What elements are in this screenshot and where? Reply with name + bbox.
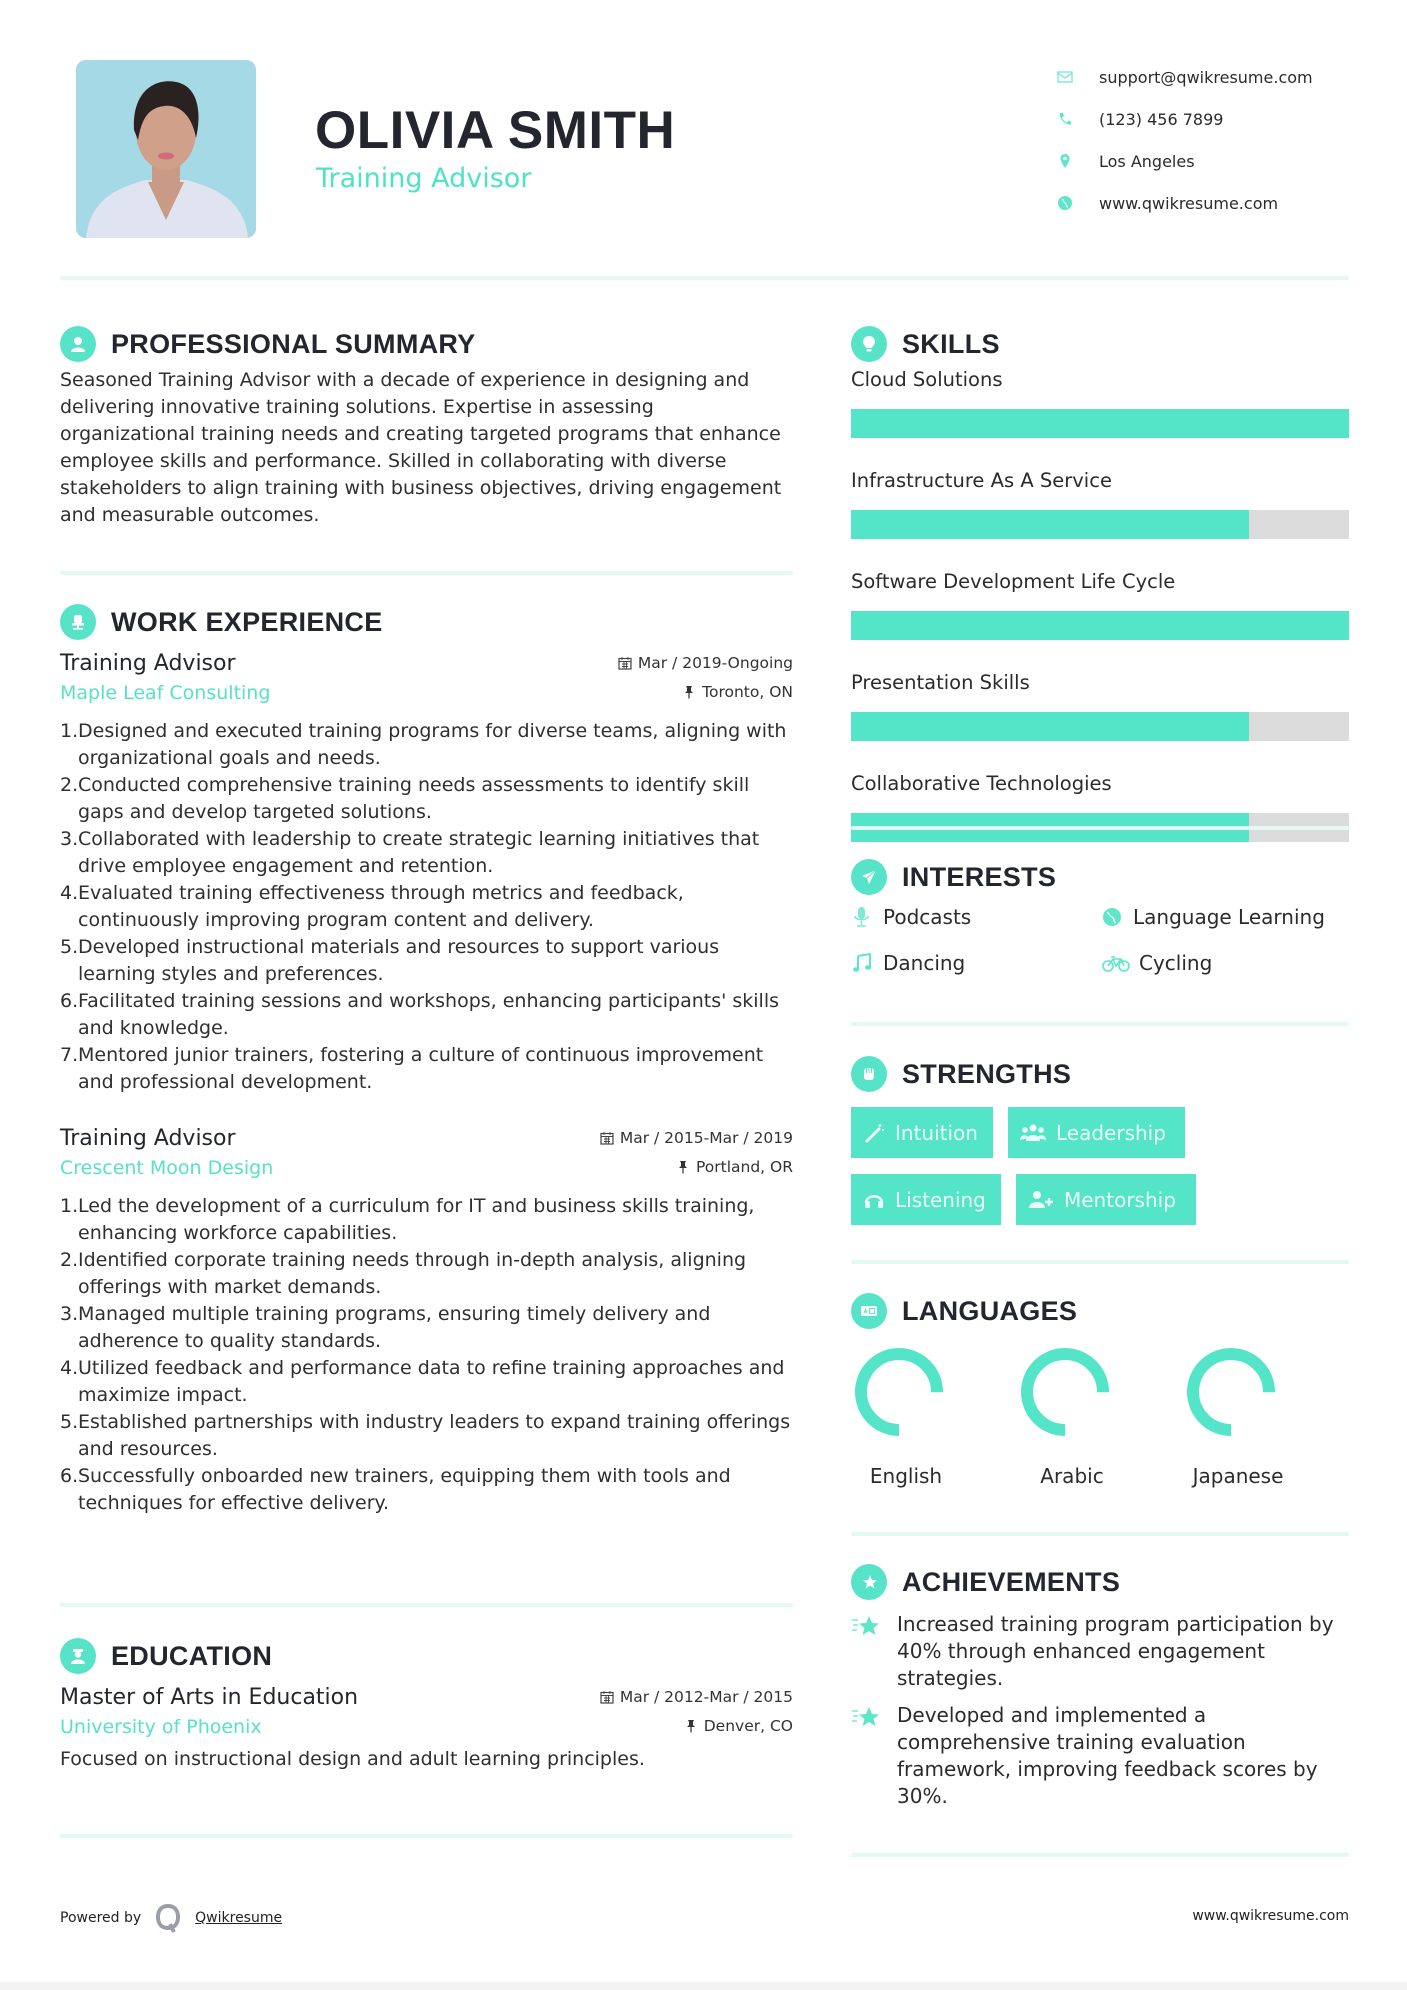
duty-item: 6. Facilitated training sessions and workshops, enhancing participants' skills and knowledge.	[60, 990, 780, 1039]
star-icon	[851, 1611, 897, 1692]
job-location-text: Toronto, ON	[702, 683, 793, 701]
education-dates-text: Mar / 2012-Mar / 2015	[619, 1688, 793, 1706]
interest-item	[1101, 902, 1351, 932]
language-progress-ring	[853, 1346, 945, 1438]
interests-section	[851, 858, 1349, 978]
language-item	[1183, 1346, 1349, 1488]
job-location-text: Portland, OR	[695, 1158, 793, 1176]
strengths-section	[851, 1055, 1349, 1225]
achievement-item	[851, 1702, 1349, 1810]
powered-by-label: Powered by	[60, 1910, 142, 1926]
interest-item	[1101, 948, 1351, 978]
envelope-icon	[1057, 69, 1087, 85]
map-pin-icon	[1057, 153, 1087, 169]
portrait-image	[76, 60, 256, 238]
skills-header	[851, 325, 1349, 363]
education-title: EDUCATION	[111, 1640, 273, 1671]
language-item	[851, 1346, 1017, 1488]
duty-item: 5. Established partnerships with industry leaders to expand training offerings and resources.	[60, 1411, 791, 1460]
star-badge-icon	[851, 1564, 887, 1600]
strengths-divider	[851, 1260, 1349, 1264]
fist-icon	[851, 1056, 887, 1092]
skill-label: Software Development Life Cycle	[851, 570, 1176, 593]
achievement-item	[851, 1611, 1349, 1692]
skill-bar	[851, 712, 1349, 741]
achievements-list	[851, 1611, 1349, 1810]
education-degree: Master of Arts in Education	[60, 1685, 359, 1710]
language-label: Japanese	[1192, 1464, 1284, 1488]
language-label: English	[869, 1464, 943, 1488]
skill-bar	[851, 510, 1349, 539]
magic-wand-icon	[863, 1122, 885, 1144]
skills-section	[851, 325, 1349, 870]
contact-location	[1057, 140, 1357, 182]
graduate-icon	[60, 1638, 96, 1674]
strength-label: Leadership	[1056, 1120, 1166, 1145]
footer-website[interactable]: www.qwikresume.com	[1192, 1908, 1349, 1924]
strength-label: Intuition	[895, 1120, 978, 1145]
job-role: Training Advisor	[60, 1126, 236, 1151]
candidate-job-title: Training Advisor	[316, 163, 532, 194]
phone-icon	[1057, 111, 1087, 127]
job-dates	[600, 1129, 793, 1147]
education-location-text: Denver, CO	[703, 1717, 793, 1735]
duty-item: 5. Developed instructional materials and resources to support various learning styles and preferences.	[60, 936, 720, 985]
user-icon	[60, 326, 96, 362]
languages-title: LANGUAGES	[902, 1295, 1078, 1326]
interest-label: Dancing	[883, 951, 966, 975]
education-header	[60, 1637, 793, 1675]
header-divider	[60, 276, 1349, 280]
interest-label: Cycling	[1139, 951, 1213, 975]
skill-item	[851, 668, 1349, 741]
skills-divider	[851, 826, 1349, 830]
footer-branding	[60, 1903, 282, 1933]
duty-item: 2. Identified corporate training needs through in-depth analysis, aligning offerings with market demands.	[60, 1249, 747, 1298]
interest-item	[851, 948, 1101, 978]
job-company: Maple Leaf Consulting	[60, 682, 271, 704]
skills-title: SKILLS	[902, 328, 1000, 359]
duty-item: 1. Led the development of a curriculum for IT and business skills training, enhancing workforce capabilities.	[60, 1195, 755, 1244]
skill-label: Presentation Skills	[851, 671, 1030, 694]
calendar-icon	[600, 1690, 614, 1704]
experience-title: WORK EXPERIENCE	[111, 606, 383, 637]
education-section	[60, 1637, 793, 1773]
pushpin-icon	[682, 685, 696, 699]
office-chair-icon	[60, 604, 96, 640]
contact-phone[interactable]	[1057, 98, 1357, 140]
duty-item: 4. Utilized feedback and performance data to refine training approaches and maximize impact.	[60, 1357, 785, 1406]
education-description: Focused on instructional design and adult learning principles.	[60, 1748, 645, 1770]
achievements-divider	[851, 1853, 1349, 1857]
duty-item: 3. Managed multiple training programs, ensuring timely delivery and adherence to quality standards.	[60, 1303, 711, 1352]
strength-label: Mentorship	[1064, 1187, 1176, 1212]
interests-title: INTERESTS	[902, 861, 1057, 892]
achievement-text: Increased training program participation by 40% through enhanced engagement strategies.	[897, 1612, 1334, 1690]
achievements-title: ACHIEVEMENTS	[902, 1566, 1121, 1597]
job-duties	[60, 1193, 793, 1517]
interest-label: Podcasts	[883, 905, 972, 929]
experience-header	[60, 603, 793, 641]
interests-divider	[851, 1022, 1349, 1026]
contact-location-text: Los Angeles	[1099, 151, 1195, 171]
experience-section	[60, 603, 793, 1517]
duty-item: 7. Mentored junior trainers, fostering a culture of continuous improvement and professional development.	[60, 1044, 764, 1093]
skill-bar	[851, 611, 1349, 640]
summary-header	[60, 325, 793, 363]
job-dates-text: Mar / 2015-Mar / 2019	[619, 1129, 793, 1147]
music-note-icon	[851, 952, 883, 974]
skill-label: Collaborative Technologies	[851, 772, 1112, 795]
group-icon	[1020, 1122, 1046, 1144]
profile-photo	[76, 60, 256, 238]
achievements-section	[851, 1563, 1349, 1810]
pushpin-icon	[684, 1719, 698, 1733]
calendar-icon	[600, 1131, 614, 1145]
page-bottom-band	[0, 1982, 1407, 1990]
skill-label: Infrastructure As A Service	[851, 469, 1112, 492]
qwikresume-link[interactable]: Qwikresume	[195, 1910, 283, 1926]
strength-chip	[1008, 1107, 1185, 1158]
duty-item: 3. Collaborated with leadership to create strategic learning initiatives that drive employee engagement and retention.	[60, 828, 760, 877]
microphone-icon	[851, 906, 883, 928]
contact-email[interactable]	[1057, 56, 1357, 98]
strength-chip	[851, 1107, 993, 1158]
strength-chip	[851, 1174, 1001, 1225]
job-entry	[60, 1126, 793, 1517]
job-location	[676, 1158, 793, 1176]
language-progress-ring	[1019, 1346, 1111, 1438]
achievements-header	[851, 1563, 1349, 1601]
job-location	[682, 683, 793, 701]
language-label: Arabic	[1040, 1464, 1104, 1488]
globe-icon	[1057, 195, 1087, 211]
skill-item	[851, 769, 1349, 842]
summary-title: PROFESSIONAL SUMMARY	[111, 328, 476, 359]
contact-email-text: support@qwikresume.com	[1099, 67, 1313, 87]
headphones-icon	[863, 1189, 885, 1211]
globe-icon	[1101, 906, 1133, 928]
strengths-header	[851, 1055, 1349, 1093]
language-icon	[851, 1293, 887, 1329]
calendar-icon	[618, 656, 632, 670]
language-progress-ring	[1185, 1346, 1277, 1438]
skill-bar-fill	[851, 510, 1249, 539]
language-item	[1017, 1346, 1183, 1488]
summary-divider	[60, 571, 793, 575]
job-dates	[618, 654, 793, 672]
interest-label: Language Learning	[1133, 905, 1325, 929]
contact-website-text: www.qwikresume.com	[1099, 193, 1279, 213]
skill-item	[851, 365, 1349, 438]
skills-list	[851, 365, 1349, 842]
summary-text: Seasoned Training Advisor with a decade of experience in designing and delivering innovative training solutions. Expertise in assessing organizational training needs and creating targeted programs that enhance employee skills and performance. Skilled in collaborating with diverse stakeholders to align training with business objectives, driving engagement and measurable outcomes.	[60, 369, 782, 526]
languages-header	[851, 1292, 1349, 1330]
education-location	[684, 1717, 793, 1735]
interest-item	[851, 902, 1101, 932]
job-duties	[60, 718, 793, 1096]
lightbulb-icon	[851, 326, 887, 362]
duty-item: 2. Conducted comprehensive training needs assessments to identify skill gaps and develop targeted solutions.	[60, 774, 750, 823]
education-school: University of Phoenix	[60, 1716, 262, 1738]
contact-list	[1057, 56, 1357, 224]
experience-divider	[60, 1603, 793, 1607]
duty-item: 6. Successfully onboarded new trainers, equipping them with tools and techniques for effective delivery.	[60, 1465, 731, 1514]
duty-item: 1. Designed and executed training programs for diverse teams, aligning with organizational goals and needs.	[60, 720, 787, 769]
education-entry	[60, 1685, 793, 1773]
user-plus-icon	[1028, 1189, 1054, 1211]
candidate-name: OLIVIA SMITH	[315, 101, 676, 160]
contact-website[interactable]	[1057, 182, 1357, 224]
achievement-text: Developed and implemented a comprehensive training evaluation framework, improving feedback scores by 30%.	[897, 1703, 1318, 1808]
qwikresume-logo-icon	[155, 1903, 181, 1933]
summary-section	[60, 325, 793, 529]
skill-bar-fill	[851, 611, 1349, 640]
skill-bar-fill	[851, 712, 1249, 741]
skill-label: Cloud Solutions	[851, 368, 1003, 391]
interests-header	[851, 858, 1349, 896]
skill-bar-fill	[851, 409, 1349, 438]
strengths-title: STRENGTHS	[902, 1058, 1072, 1089]
pushpin-icon	[676, 1160, 690, 1174]
job-dates-text: Mar / 2019-Ongoing	[637, 654, 793, 672]
languages-divider	[851, 1532, 1349, 1536]
duty-item: 4. Evaluated training effectiveness through metrics and feedback, continuously improving program content and delivery.	[60, 882, 684, 931]
strength-label: Listening	[895, 1187, 986, 1212]
skill-bar	[851, 409, 1349, 438]
bicycle-icon	[1101, 952, 1133, 974]
paper-plane-icon	[851, 859, 887, 895]
strength-chip	[1016, 1174, 1196, 1225]
education-divider	[60, 1834, 793, 1838]
job-role: Training Advisor	[60, 651, 236, 676]
contact-phone-text: (123) 456 7899	[1099, 109, 1224, 129]
interests-list	[851, 902, 1349, 978]
skill-item	[851, 567, 1349, 640]
languages-section	[851, 1292, 1349, 1488]
skill-item	[851, 466, 1349, 539]
job-company: Crescent Moon Design	[60, 1157, 274, 1179]
strengths-list	[851, 1107, 1271, 1225]
star-icon	[851, 1702, 897, 1810]
languages-list	[851, 1346, 1349, 1488]
education-dates	[600, 1688, 793, 1706]
job-entry	[60, 651, 793, 1096]
